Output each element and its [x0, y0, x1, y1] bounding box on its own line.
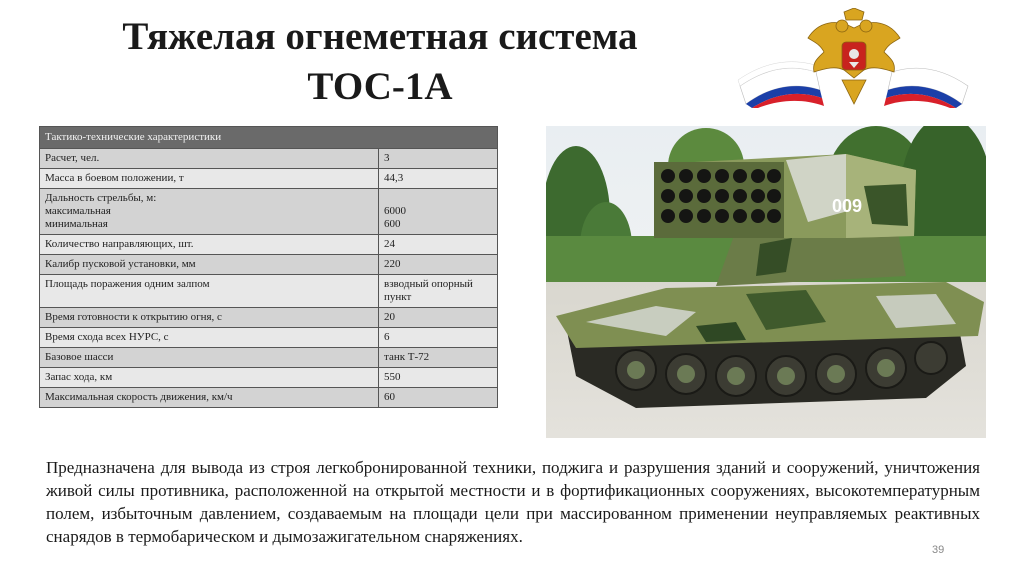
row-label: [40, 328, 379, 348]
value-line: 6: [384, 331, 390, 343]
table-row: [40, 328, 498, 348]
title-line-2: ТОС-1А: [307, 65, 453, 108]
row-label: [40, 368, 379, 388]
row-label: [40, 169, 379, 189]
row-value: [379, 275, 498, 308]
label-line: максимальная: [45, 205, 111, 217]
value-line: 20: [384, 311, 395, 323]
table-header-row: [40, 127, 498, 149]
specs-table: [39, 126, 498, 408]
value-line: 220: [384, 258, 401, 270]
row-value: [379, 255, 498, 275]
row-label: [40, 149, 379, 169]
vehicle-illustration: [546, 126, 986, 438]
table-row: [40, 348, 498, 368]
row-value: [379, 388, 498, 408]
label-line: Время схода всех НУРС, с: [45, 331, 169, 343]
value-line: 60: [384, 391, 395, 403]
description-paragraph: Предназначена для вывода из строя легкобронированной техники, поджига и разрушения зданий и сооружений, уничтожения живой силы противника, расположенной на открытой местности и в фортификационных сооружениях, высокотемпературным полем, избыточным давлением, создаваемым на площади цели при массированном применении неуправляемых реактивных снарядов в термобарическом и дымозажигательном снаряжениях.: [46, 458, 980, 546]
table-row: [40, 368, 498, 388]
row-value: [379, 308, 498, 328]
table-row: [40, 308, 498, 328]
row-label: [40, 235, 379, 255]
table-row: [40, 169, 498, 189]
row-value: [379, 368, 498, 388]
label-line: минимальная: [45, 218, 108, 230]
label-line: Площадь поражения одним залпом: [45, 278, 210, 290]
page-number: 39: [932, 544, 945, 556]
value-line: танк Т-72: [384, 351, 430, 363]
label-line: Время готовности к открытию огня, с: [45, 311, 222, 323]
table-row: [40, 149, 498, 169]
row-value: [379, 189, 498, 235]
table-row: [40, 189, 498, 235]
table-header-cell: Тактико-технические характеристики: [40, 127, 498, 149]
label-line: Базовое шасси: [45, 351, 114, 363]
label-line: Расчет, чел.: [45, 152, 100, 164]
label-line: Запас хода, км: [45, 371, 113, 383]
title-line-1: Тяжелая огнеметная система: [122, 15, 638, 58]
value-line: 6000: [384, 205, 406, 217]
value-line: взводный опорный: [384, 278, 473, 290]
row-label: [40, 189, 379, 235]
russian-coat-of-arms-icon: [736, 8, 972, 108]
tos-1a-vehicle-photo: [546, 126, 986, 438]
table-row: [40, 255, 498, 275]
label-line: Максимальная скорость движения, км/ч: [45, 391, 233, 403]
row-value: [379, 328, 498, 348]
label-line: Масса в боевом положении, т: [45, 172, 184, 184]
value-line: 550: [384, 371, 401, 383]
value-line: [384, 192, 492, 205]
row-value: [379, 149, 498, 169]
label-line: Дальность стрельбы, м:: [45, 192, 157, 204]
value-line: пункт: [384, 291, 412, 303]
table-row: [40, 275, 498, 308]
value-line: 600: [384, 218, 401, 230]
row-label: [40, 308, 379, 328]
value-line: 24: [384, 238, 395, 250]
row-label: [40, 275, 379, 308]
row-value: [379, 169, 498, 189]
vehicle-number: 009: [832, 196, 863, 216]
value-line: 44,3: [384, 172, 404, 184]
row-label: [40, 348, 379, 368]
slide-title: [40, 12, 720, 112]
row-value: [379, 348, 498, 368]
row-label: [40, 255, 379, 275]
row-label: [40, 388, 379, 408]
row-value: [379, 235, 498, 255]
table-row: [40, 388, 498, 408]
label-line: Калибр пусковой установки, мм: [45, 258, 196, 270]
value-line: 3: [384, 152, 390, 164]
label-line: Количество направляющих, шт.: [45, 238, 194, 250]
table-row: [40, 235, 498, 255]
